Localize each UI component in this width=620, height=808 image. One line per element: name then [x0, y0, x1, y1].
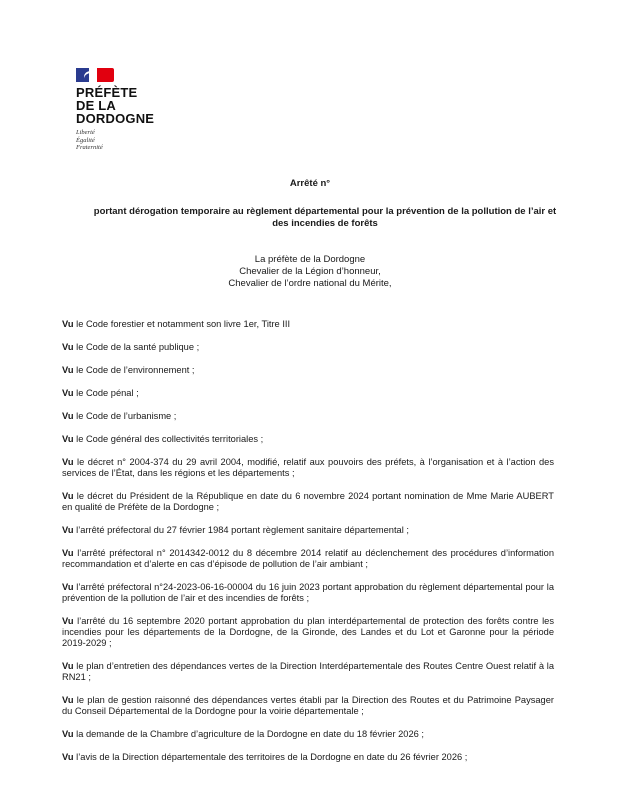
vu-item: [62, 525, 554, 536]
vu-keyword: Vu: [62, 525, 74, 535]
vu-item: [62, 457, 554, 479]
vu-keyword: Vu: [62, 342, 74, 352]
vu-text: l’avis de la Direction départementale des territoires de la Dordogne en date du 26 février 2026 ;: [76, 752, 468, 762]
vu-keyword: Vu: [62, 695, 74, 705]
vu-keyword: Vu: [62, 411, 74, 421]
vu-keyword: Vu: [62, 616, 74, 626]
vu-keyword: Vu: [62, 548, 74, 558]
vu-item: [62, 388, 554, 399]
vu-text: l’arrêté préfectoral n°24-2023-06-16-00004 du 16 juin 2023 portant approbation du règlement départemental pour la prévention de la pollution de l’air et des incendies de forêts ;: [62, 582, 554, 603]
vu-text: le Code de l’urbanisme ;: [76, 411, 177, 421]
vu-keyword: Vu: [62, 457, 74, 467]
document-title: Arrêté n°: [289, 178, 331, 189]
vu-text: le plan de gestion raisonné des dépendances vertes établi par la Direction des Routes et du Patrimoine Paysager du Conseil Départemental de la Dordogne pour la voirie départementale ;: [62, 695, 554, 716]
vu-item: [62, 695, 554, 717]
vu-text: le Code de la santé publique ;: [76, 342, 200, 352]
signatory-line: La préfète de la Dordogne: [254, 254, 366, 265]
vu-item: [62, 411, 554, 422]
vu-keyword: Vu: [62, 491, 74, 501]
vu-text: la demande de la Chambre d’agriculture de la Dordogne en date du 18 février 2026 ;: [76, 729, 424, 739]
vu-item: [62, 752, 554, 763]
vu-item: [62, 319, 554, 330]
vu-keyword: Vu: [62, 752, 74, 762]
vu-keyword: Vu: [62, 582, 74, 592]
vu-keyword: Vu: [62, 729, 74, 739]
vu-text: l’arrêté préfectoral du 27 février 1984 portant règlement sanitaire départemental ;: [76, 525, 409, 535]
motto-liberte: Liberté: [76, 129, 95, 136]
vu-keyword: Vu: [62, 365, 74, 375]
signatory-block: [0, 254, 620, 290]
republic-motto: [76, 129, 186, 152]
vu-text: l’arrêté du 16 septembre 2020 portant approbation du plan interdépartemental de protection des forêts contre les incendies pour les départements de la Dordogne, de la Gironde, des Landes et du Lot et Garonne pour la période 2019-2029 ;: [62, 616, 554, 648]
vu-keyword: Vu: [62, 319, 74, 329]
signatory-line: Chevalier de la Légion d’honneur,: [239, 266, 381, 277]
signatory-line: Chevalier de l’ordre national du Mérite,: [228, 278, 392, 289]
marianne-flag-icon: [76, 68, 114, 82]
vu-item: [62, 661, 554, 683]
prefecture-name-line-1: PRÉFÈTE: [76, 85, 138, 100]
vu-item: [62, 582, 554, 604]
vu-text: le Code de l’environnement ;: [76, 365, 195, 375]
prefecture-logo: [76, 68, 186, 152]
vu-item: [62, 616, 554, 649]
vu-text: l’arrêté préfectoral n° 2014342-0012 du 8 décembre 2014 relatif au déclenchement des procédures d’information recommandation et d’alerte en cas d’épisode de pollution de l’air ambiant ;: [62, 548, 554, 569]
prefecture-name-line-3: DORDOGNE: [76, 111, 155, 126]
vu-text: le plan d’entretien des dépendances vertes de la Direction Interdépartementale des Routes Centre Ouest relatif à la RN21 ;: [62, 661, 554, 682]
vu-text: le Code pénal ;: [76, 388, 139, 398]
vu-item: [62, 342, 554, 353]
motto-egalite: Égalité: [76, 136, 95, 144]
vu-item: [62, 365, 554, 376]
vu-text: le Code général des collectivités territoriales ;: [76, 434, 264, 444]
document-subtitle: portant dérogation temporaire au règlement départemental pour la prévention de la pollution de l’air et des incendies de forêts: [93, 206, 557, 229]
vu-keyword: Vu: [62, 388, 74, 398]
vu-text: le décret n° 2004-374 du 29 avril 2004, modifié, relatif aux pouvoirs des préfets, à l’organisation et à l’action des services de l’État, dans les régions et les départements ;: [62, 457, 554, 478]
vu-list: [62, 319, 554, 763]
prefecture-name-line-2: DE LA: [76, 98, 116, 113]
vu-item: [62, 434, 554, 445]
motto-fraternite: Fraternité: [76, 144, 103, 151]
vu-keyword: Vu: [62, 661, 74, 671]
vu-item: [62, 491, 554, 513]
vu-text: le décret du Président de la République en date du 6 novembre 2024 portant nomination de Mme Marie AUBERT en qualité de Préfète de la Dordogne ;: [62, 491, 554, 512]
vu-text: le Code forestier et notamment son livre 1er, Titre III: [76, 319, 291, 329]
vu-keyword: Vu: [62, 434, 74, 444]
vu-item: [62, 729, 554, 740]
vu-item: [62, 548, 554, 570]
